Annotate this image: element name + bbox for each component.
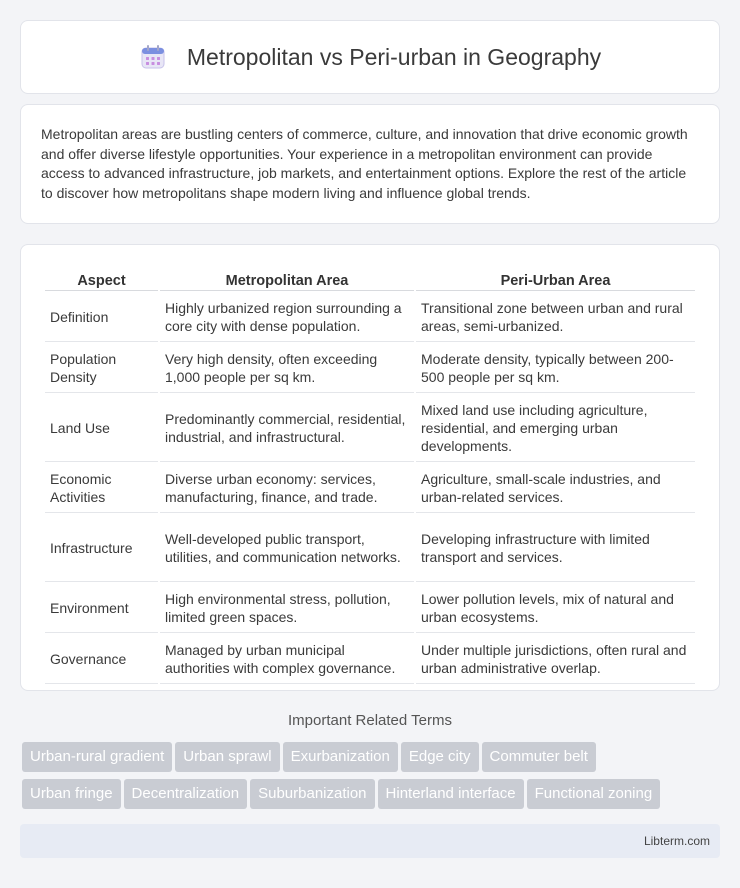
peri-urban-cell: Mixed land use including agriculture, residential, and emerging urban developments.	[416, 395, 695, 462]
metropolitan-cell: Highly urbanized region surrounding a core city with dense population.	[160, 293, 414, 342]
peri-urban-cell: Lower pollution levels, mix of natural and urban ecosystems.	[416, 584, 695, 633]
aspect-cell: Governance	[45, 635, 158, 684]
aspect-cell: Definition	[45, 293, 158, 342]
term-tag[interactable]: Commuter belt	[482, 742, 596, 772]
aspect-cell: Environment	[45, 584, 158, 633]
table-row	[45, 344, 695, 393]
table-row	[45, 464, 695, 513]
aspect-cell: Economic Activities	[45, 464, 158, 513]
term-tag[interactable]: Functional zoning	[527, 779, 661, 809]
term-tag[interactable]: Hinterland interface	[378, 779, 524, 809]
aspect-cell: Land Use	[45, 395, 158, 462]
term-tag[interactable]: Exurbanization	[283, 742, 398, 772]
table-row	[45, 635, 695, 684]
metropolitan-cell: Very high density, often exceeding 1,000 people per sq km.	[160, 344, 414, 393]
term-tag[interactable]: Edge city	[401, 742, 479, 772]
header-peri-urban: Peri-Urban Area	[416, 267, 695, 291]
intro-card	[20, 104, 720, 224]
page-title: Metropolitan vs Peri-urban in Geography	[186, 43, 602, 70]
footer-site-link[interactable]: Libterm.com	[643, 834, 710, 848]
table-row	[45, 584, 695, 633]
peri-urban-cell: Agriculture, small-scale industries, and urban-related services.	[416, 464, 695, 513]
comparison-card	[20, 244, 720, 691]
header-metropolitan: Metropolitan Area	[160, 267, 414, 291]
header-card	[20, 20, 720, 94]
peri-urban-cell: Developing infrastructure with limited transport and services.	[416, 515, 695, 582]
term-tag[interactable]: Urban sprawl	[175, 742, 279, 772]
header-aspect: Aspect	[45, 267, 158, 291]
table-row	[45, 293, 695, 342]
metropolitan-cell: Diverse urban economy: services, manufacturing, finance, and trade.	[160, 464, 414, 513]
term-tag[interactable]: Urban-rural gradient	[22, 742, 172, 772]
table-header-row	[45, 267, 695, 291]
term-tag[interactable]: Decentralization	[124, 779, 248, 809]
term-tag[interactable]: Suburbanization	[250, 779, 374, 809]
aspect-cell: Infrastructure	[45, 515, 158, 582]
aspect-cell: Population Density	[45, 344, 158, 393]
peri-urban-cell: Moderate density, typically between 200-500 people per sq km.	[416, 344, 695, 393]
calendar-icon	[139, 43, 167, 71]
table-row	[45, 395, 695, 462]
metropolitan-cell: High environmental stress, pollution, limited green spaces.	[160, 584, 414, 633]
intro-text: Metropolitan areas are bustling centers of commerce, culture, and innovation that drive economic growth and offer diverse lifestyle opportunities. Your experience in a metropolitan environment can provide access to advanced infrastructure, job markets, and entertainment options. Explore the rest of the article to discover how metropolitans shape modern living and influence global trends.	[41, 126, 688, 201]
related-terms-list	[22, 742, 722, 816]
comparison-table	[43, 265, 697, 686]
metropolitan-cell: Well-developed public transport, utilities, and communication networks.	[160, 515, 414, 582]
table-row	[45, 515, 695, 582]
metropolitan-cell: Managed by urban municipal authorities with complex governance.	[160, 635, 414, 684]
peri-urban-cell: Under multiple jurisdictions, often rural and urban administrative overlap.	[416, 635, 695, 684]
metropolitan-cell: Predominantly commercial, residential, industrial, and infrastructural.	[160, 395, 414, 462]
footer	[20, 824, 720, 858]
term-tag[interactable]: Urban fringe	[22, 779, 121, 809]
peri-urban-cell: Transitional zone between urban and rural areas, semi-urbanized.	[416, 293, 695, 342]
related-terms-title: Important Related Terms	[288, 712, 452, 729]
